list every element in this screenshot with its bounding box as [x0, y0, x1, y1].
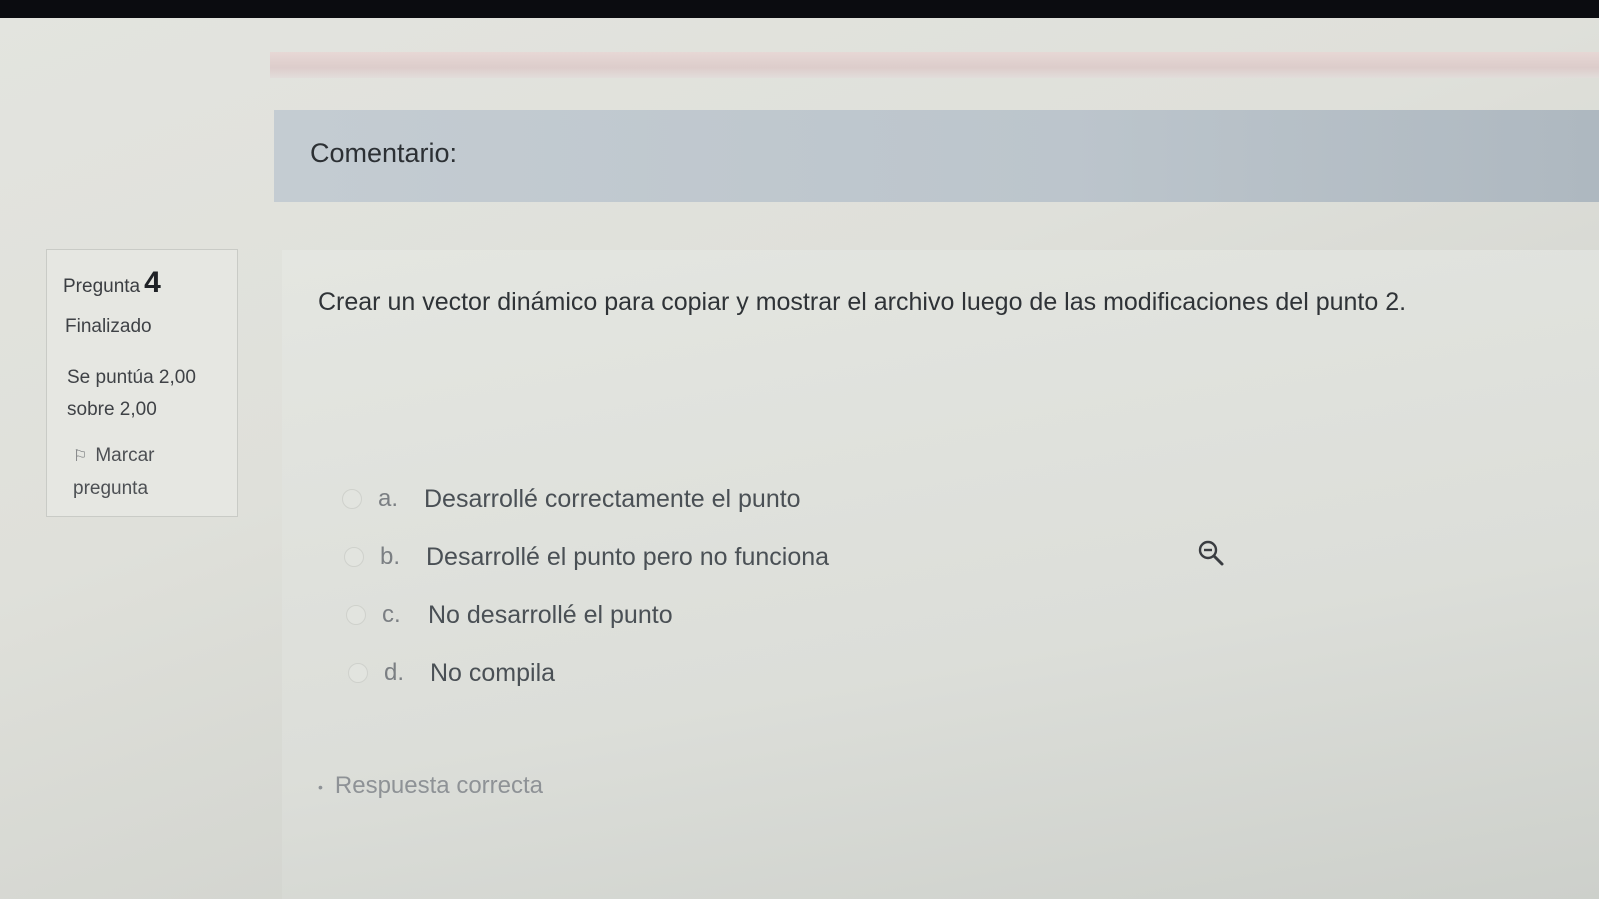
question-number: 4	[144, 266, 161, 299]
answer-text: No compila	[430, 658, 556, 687]
question-info-panel	[46, 249, 238, 517]
answer-list	[342, 470, 829, 702]
answer-text: No desarrollé el punto	[428, 600, 673, 629]
question-prefix: Pregunta	[63, 276, 141, 297]
bullet-icon: •	[318, 778, 323, 795]
flag-question-link[interactable]	[73, 440, 233, 505]
answer-letter: b.	[380, 543, 401, 570]
question-state: Finalizado	[65, 316, 152, 337]
comment-box	[274, 110, 1599, 202]
flag-question-label: Marcar pregunta	[73, 445, 155, 499]
question-content	[282, 250, 1599, 899]
feedback-message	[318, 772, 543, 800]
question-grade: Se puntúa 2,00 sobre 2,00	[67, 367, 196, 420]
answer-radio-b[interactable]	[344, 547, 364, 567]
answer-option-a[interactable]	[342, 470, 829, 528]
flag-icon: ⚐	[73, 448, 88, 465]
answer-letter: a.	[378, 485, 399, 512]
answer-radio-a[interactable]	[342, 489, 362, 509]
answer-text: Desarrollé correctamente el punto	[424, 484, 801, 513]
feedback-text: Respuesta correcta	[334, 772, 544, 799]
previous-question-strip	[270, 52, 1599, 78]
answer-text: Desarrollé el punto pero no funciona	[426, 542, 830, 571]
answer-option-d[interactable]	[348, 644, 829, 702]
zoom-out-icon[interactable]	[1196, 538, 1226, 568]
answer-letter: c.	[382, 601, 401, 628]
monitor-bezel	[0, 0, 1599, 18]
comment-label: Comentario:	[310, 138, 458, 168]
question-text: Crear un vector dinámico para copiar y mostrar el archivo luego de las modificaciones del punto 2.	[318, 288, 1407, 316]
answer-radio-d[interactable]	[348, 663, 368, 683]
question-title	[63, 266, 161, 300]
answer-radio-c[interactable]	[346, 605, 366, 625]
answer-option-c[interactable]	[346, 586, 829, 644]
answer-option-b[interactable]	[344, 528, 829, 586]
answer-letter: d.	[384, 659, 405, 686]
